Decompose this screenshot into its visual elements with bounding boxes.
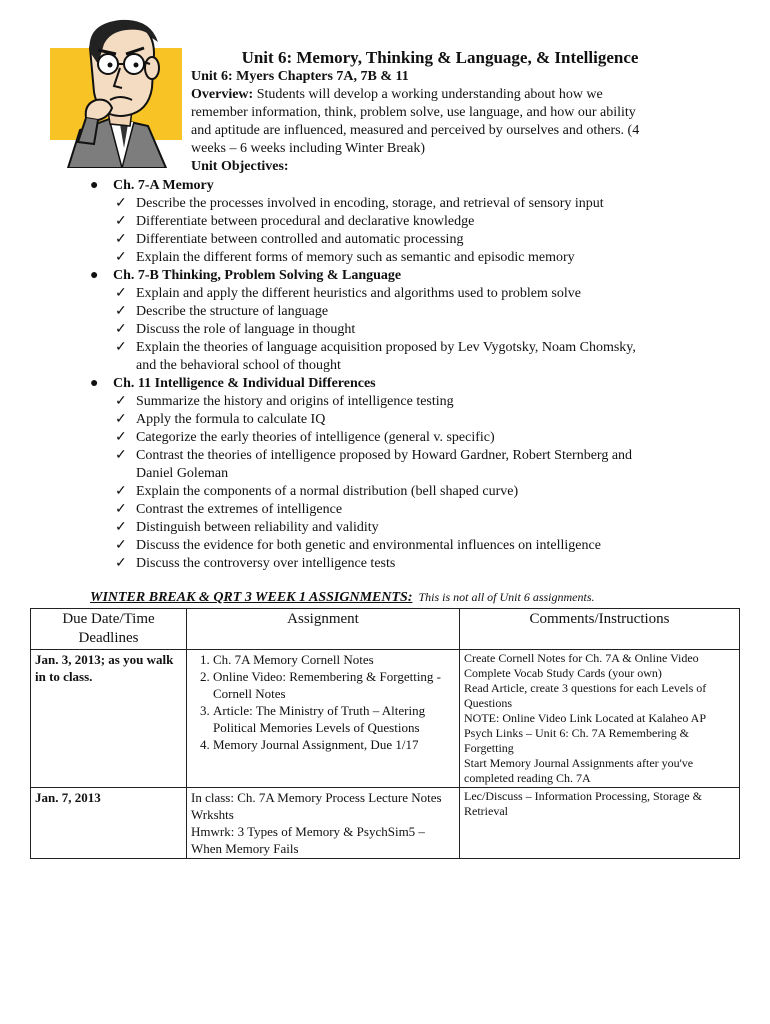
check-icon: ✓ [115, 322, 127, 337]
check-icon: ✓ [115, 196, 127, 211]
objective-item [0, 537, 770, 555]
objective-text: Describe the processes involved in encoding, storage, and retrieval of sensory input [136, 196, 604, 211]
objective-item [0, 501, 770, 519]
comment-line: Read Article, create 3 questions for each Levels of Questions [464, 681, 707, 710]
check-icon: ✓ [115, 448, 127, 463]
objective-item [0, 249, 770, 267]
check-icon: ✓ [115, 484, 127, 499]
objective-text: Categorize the early theories of intelligence (general v. specific) [136, 430, 495, 445]
objective-text: Explain and apply the different heuristics and algorithms used to problem solve [136, 286, 581, 301]
objective-item [0, 213, 770, 231]
assignment-cell [187, 788, 460, 859]
check-icon: ✓ [115, 340, 127, 355]
bullet-icon: ● [90, 268, 99, 283]
comment-line: Complete Vocab Study Cards (your own) [464, 666, 662, 680]
objective-text: Explain the different forms of memory such as semantic and episodic memory [136, 250, 575, 265]
overview-line-3: and aptitude are influenced, measured and perceived by ourselves and others. (4 [191, 123, 640, 138]
check-icon: ✓ [115, 286, 127, 301]
bullet-icon: ● [90, 376, 99, 391]
check-icon: ✓ [115, 520, 127, 535]
column-header: Assignment [187, 609, 460, 650]
table-header-row [31, 609, 740, 650]
unit-header [191, 68, 691, 176]
objective-text: Explain the components of a normal distribution (bell shaped curve) [136, 484, 519, 499]
check-icon: ✓ [115, 502, 127, 517]
comment-line: Lec/Discuss – Information Processing, Storage & Retrieval [464, 789, 702, 818]
objective-continuation: Daniel Goleman [136, 466, 229, 481]
column-header: Comments/Instructions [460, 609, 740, 650]
comments-cell [460, 788, 740, 859]
objective-item [0, 231, 770, 249]
overview-label: Overview: [191, 87, 254, 102]
section-title: Ch. 11 Intelligence & Individual Differences [113, 376, 376, 391]
section-heading [0, 375, 770, 393]
check-icon: ✓ [115, 304, 127, 319]
objective-text: Differentiate between procedural and declarative knowledge [136, 214, 475, 229]
objective-text: Distinguish between reliability and validity [136, 520, 379, 535]
overview-line-2: remember information, think, problem solve, use language, and how our ability [191, 105, 636, 120]
section-title: Ch. 7-B Thinking, Problem Solving & Language [113, 268, 402, 283]
assignment-cell [187, 650, 460, 788]
list-item: 2. Online Video: Remembering & Forgetting - Cornell Notes [213, 668, 455, 702]
objective-item [0, 303, 770, 321]
comment-line: Create Cornell Notes for Ch. 7A & Online Video [464, 651, 699, 665]
chapters-line: Unit 6: Myers Chapters 7A, 7B & 11 [191, 69, 409, 84]
check-icon: ✓ [115, 412, 127, 427]
comments-cell [460, 650, 740, 788]
objective-text: Discuss the controversy over intelligence tests [136, 556, 396, 571]
check-icon: ✓ [115, 430, 127, 445]
assignment-line: In class: Ch. 7A Memory Process Lecture Notes Wrkshts [191, 790, 442, 822]
objective-item [0, 285, 770, 303]
overview-line-4: weeks – 6 weeks including Winter Break) [191, 141, 426, 156]
list-item: 4. Memory Journal Assignment, Due 1/17 [213, 736, 455, 753]
objective-text: Differentiate between controlled and automatic processing [136, 232, 464, 247]
assignment-line: Hmwrk: 3 Types of Memory & PsychSim5 – When Memory Fails [191, 824, 425, 856]
objectives-label: Unit Objectives: [191, 159, 289, 174]
table-row [31, 788, 740, 859]
check-icon: ✓ [115, 538, 127, 553]
objectives-list [0, 177, 770, 573]
objective-item [0, 321, 770, 339]
table-row [31, 650, 740, 788]
thinking-man-clipart-icon [50, 18, 182, 168]
objective-text: Contrast the extremes of intelligence [136, 502, 343, 517]
page-title: Unit 6: Memory, Thinking & Language, & Intelligence [241, 48, 639, 67]
check-icon: ✓ [115, 394, 127, 409]
assignments-table [30, 608, 740, 859]
objective-text: Discuss the evidence for both genetic and environmental influences on intelligence [136, 538, 601, 553]
check-icon: ✓ [115, 250, 127, 265]
check-icon: ✓ [115, 214, 127, 229]
objective-text: Explain the theories of language acquisition proposed by Lev Vygotsky, Noam Chomsky, [136, 340, 636, 355]
objective-item [0, 519, 770, 537]
check-icon: ✓ [115, 556, 127, 571]
column-header: Due Date/Time Deadlines [31, 609, 187, 650]
section-heading [0, 267, 770, 285]
objective-item [0, 195, 770, 213]
assignment-list [191, 651, 455, 753]
bullet-icon: ● [90, 178, 99, 193]
assignments-note: This is not all of Unit 6 assignments. [418, 590, 595, 604]
objective-continuation: and the behavioral school of thought [136, 358, 341, 373]
objective-text: Discuss the role of language in thought [136, 322, 356, 337]
comment-line: NOTE: Online Video Link Located at Kalaheo AP Psych Links – Unit 6: Ch. 7A Remembering & Forgetting [464, 711, 706, 755]
list-item: 3. Article: The Ministry of Truth – Altering Political Memories Levels of Questions [213, 702, 455, 736]
objective-item [0, 447, 770, 465]
section-title: Ch. 7-A Memory [113, 178, 214, 193]
objective-item [0, 483, 770, 501]
overview-text-1: Students will develop a working understanding about how we [253, 87, 603, 102]
objective-text: Describe the structure of language [136, 304, 329, 319]
assignments-heading-text: WINTER BREAK & QRT 3 WEEK 1 ASSIGNMENTS: [90, 590, 413, 605]
objective-item [0, 393, 770, 411]
check-icon: ✓ [115, 232, 127, 247]
objective-item [0, 339, 770, 357]
objective-text: Contrast the theories of intelligence proposed by Howard Gardner, Robert Sternberg and [136, 448, 633, 463]
list-item: 1. Ch. 7A Memory Cornell Notes [213, 651, 455, 668]
objective-item [0, 555, 770, 573]
overview-line-1 [191, 86, 691, 104]
due-date-cell: Jan. 3, 2013; as you walk in to class. [31, 650, 187, 788]
objective-text: Summarize the history and origins of intelligence testing [136, 394, 454, 409]
section-heading [0, 177, 770, 195]
objective-text: Apply the formula to calculate IQ [136, 412, 326, 427]
due-date-cell: Jan. 7, 2013 [31, 788, 187, 859]
objective-item [0, 411, 770, 429]
assignments-heading [90, 590, 595, 606]
objective-item [0, 429, 770, 447]
comment-line: Start Memory Journal Assignments after you've completed reading Ch. 7A [464, 756, 694, 785]
